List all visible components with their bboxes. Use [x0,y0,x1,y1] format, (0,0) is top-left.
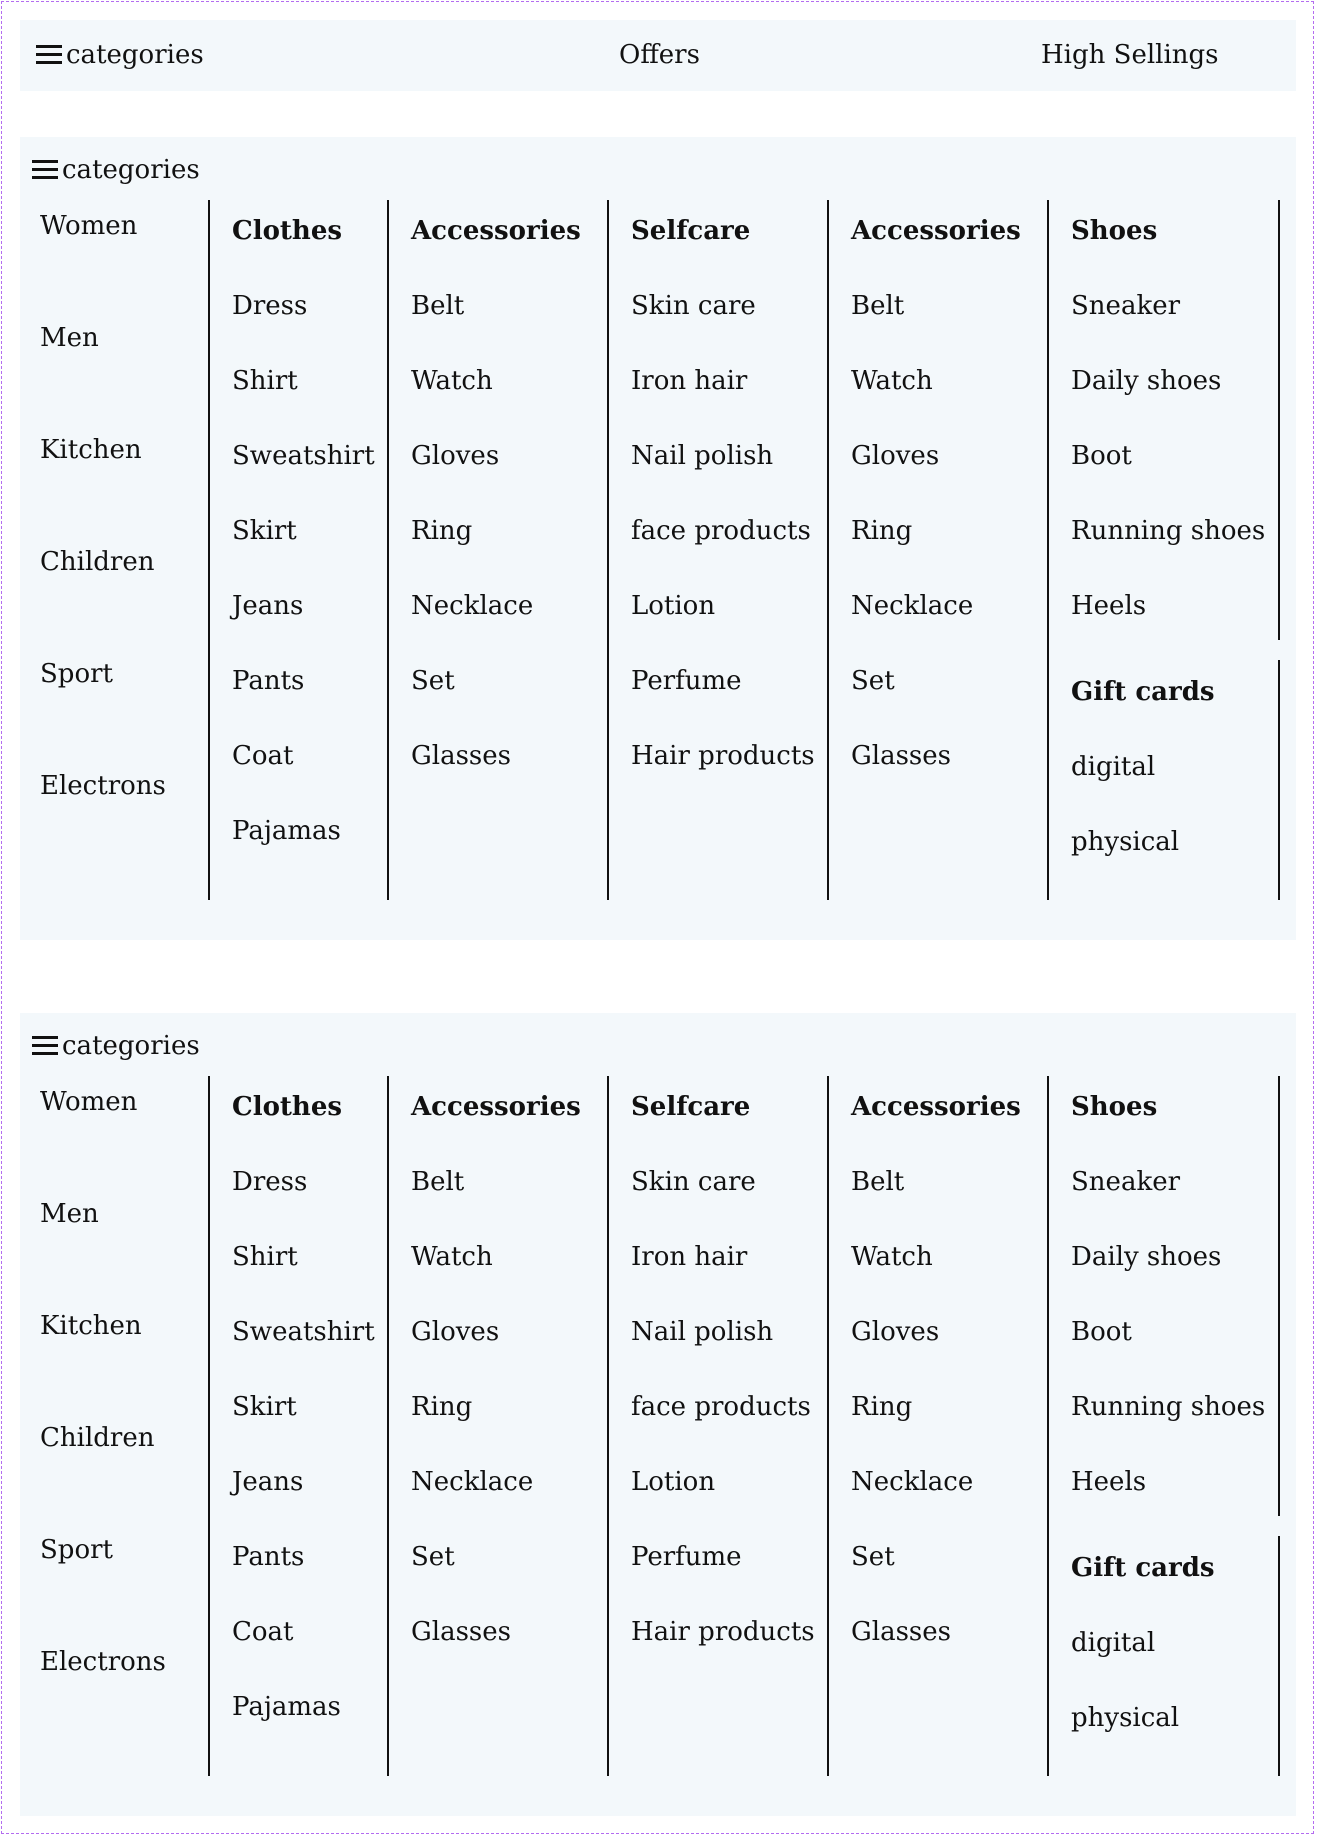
hamburger-icon [32,1035,58,1055]
menu-column-clothes [232,200,382,900]
menu-item-jeans[interactable]: Jeans [232,591,304,621]
menu-item-set[interactable]: Set [411,666,455,696]
menu-item-lotion[interactable]: Lotion [631,1467,716,1497]
menu-item-digital[interactable]: digital [1071,1628,1156,1658]
menu-column-accessories [411,1076,601,1776]
menu-item-set[interactable]: Set [851,1542,895,1572]
sidebar-item-electrons[interactable]: Electrons [40,771,166,801]
menu-item-sweatshirt[interactable]: Sweatshirt [232,441,375,471]
sidebar-item-men[interactable]: Men [40,1199,99,1229]
sidebar-item-women[interactable]: Women [40,1087,138,1117]
menu-item-lotion[interactable]: Lotion [631,591,716,621]
menu-item-necklace[interactable]: Necklace [851,1467,974,1497]
column-divider [1047,200,1049,900]
categories-menu-button[interactable] [32,153,200,187]
menu-item-running-shoes[interactable]: Running shoes [1071,1392,1266,1422]
menu-item-sweatshirt[interactable]: Sweatshirt [232,1317,375,1347]
menu-item-running-shoes[interactable]: Running shoes [1071,516,1266,546]
menu-item-daily-shoes[interactable]: Daily shoes [1071,1242,1222,1272]
sidebar-item-kitchen[interactable]: Kitchen [40,435,142,465]
menu-item-necklace[interactable]: Necklace [411,1467,534,1497]
menu-item-watch[interactable]: Watch [411,366,493,396]
menu-item-glasses[interactable]: Glasses [851,741,952,771]
menu-item-set[interactable]: Set [411,1542,455,1572]
menu-item-necklace[interactable]: Necklace [411,591,534,621]
column-divider [208,200,210,900]
column-divider [827,1076,829,1776]
menu-column-gift-cards [1071,661,1276,901]
menu-item-belt[interactable]: Belt [411,291,465,321]
column-divider [387,200,389,900]
menu-item-daily-shoes[interactable]: Daily shoes [1071,366,1222,396]
menu-item-digital[interactable]: digital [1071,752,1156,782]
menu-item-skin-care[interactable]: Skin care [631,291,756,321]
column-heading: Clothes [232,1092,343,1122]
menu-item-physical[interactable]: physical [1071,827,1180,857]
menu-item-coat[interactable]: Coat [232,1617,294,1647]
menu-column-accessories [851,1076,1041,1776]
menu-item-ring[interactable]: Ring [411,516,473,546]
menu-item-heels[interactable]: Heels [1071,1467,1147,1497]
column-heading: Shoes [1071,1092,1158,1122]
menu-item-physical[interactable]: physical [1071,1703,1180,1733]
menu-item-boot[interactable]: Boot [1071,1317,1132,1347]
menu-item-face-products[interactable]: face products [631,516,811,546]
menu-item-sneaker[interactable]: Sneaker [1071,1167,1181,1197]
column-heading: Shoes [1071,216,1158,246]
menu-item-belt[interactable]: Belt [851,291,905,321]
menu-item-perfume[interactable]: Perfume [631,1542,742,1572]
column-divider [1278,1076,1280,1516]
column-divider [387,1076,389,1776]
menu-item-pajamas[interactable]: Pajamas [232,816,341,846]
menu-item-jeans[interactable]: Jeans [232,1467,304,1497]
menu-item-watch[interactable]: Watch [411,1242,493,1272]
categories-menu-button[interactable] [36,20,204,91]
menu-item-gloves[interactable]: Gloves [411,441,500,471]
hamburger-icon [36,44,62,64]
menu-item-face-products[interactable]: face products [631,1392,811,1422]
offers-link[interactable]: Offers [619,40,700,70]
categories-label: categories [62,155,200,185]
menu-item-pants[interactable]: Pants [232,666,305,696]
menu-item-watch[interactable]: Watch [851,366,933,396]
menu-item-belt[interactable]: Belt [411,1167,465,1197]
sidebar-item-children[interactable]: Children [40,1423,155,1453]
sidebar-item-kitchen[interactable]: Kitchen [40,1311,142,1341]
menu-item-watch[interactable]: Watch [851,1242,933,1272]
column-heading: Accessories [411,216,581,246]
menu-item-gloves[interactable]: Gloves [851,1317,940,1347]
mega-menu-panel [20,1013,1296,1816]
categories-label: categories [62,1031,200,1061]
column-heading: Accessories [851,216,1021,246]
menu-column-gift-cards [1071,1537,1276,1777]
categories-menu-button[interactable] [32,1029,200,1063]
menu-item-perfume[interactable]: Perfume [631,666,742,696]
menu-item-necklace[interactable]: Necklace [851,591,974,621]
menu-item-ring[interactable]: Ring [411,1392,473,1422]
menu-item-hair-products[interactable]: Hair products [631,741,815,771]
column-heading: Gift cards [1071,1553,1215,1583]
menu-item-ring[interactable]: Ring [851,516,913,546]
column-heading: Selfcare [631,1092,751,1122]
sidebar-item-electrons[interactable]: Electrons [40,1647,166,1677]
column-heading: Accessories [411,1092,581,1122]
menu-column-selfcare [631,200,821,900]
column-divider [1278,660,1280,900]
menu-item-gloves[interactable]: Gloves [411,1317,500,1347]
sidebar-item-sport[interactable]: Sport [40,1535,113,1565]
mega-menu-panel [20,137,1296,940]
menu-item-nail-polish[interactable]: Nail polish [631,1317,774,1347]
menu-item-sneaker[interactable]: Sneaker [1071,291,1181,321]
category-sidebar [40,1077,200,1749]
menu-column-accessories [851,200,1041,900]
column-divider [1047,1076,1049,1776]
category-sidebar [40,201,200,873]
column-heading: Clothes [232,216,343,246]
column-divider [607,1076,609,1776]
column-divider [1278,1536,1280,1776]
column-divider [208,1076,210,1776]
high-sellings-link[interactable]: High Sellings [1041,40,1219,70]
menu-item-hair-products[interactable]: Hair products [631,1617,815,1647]
column-heading: Selfcare [631,216,751,246]
menu-item-dress[interactable]: Dress [232,291,308,321]
menu-item-set[interactable]: Set [851,666,895,696]
sidebar-item-men[interactable]: Men [40,323,99,353]
menu-item-shirt[interactable]: Shirt [232,366,298,396]
menu-item-iron-hair[interactable]: Iron hair [631,366,748,396]
menu-item-glasses[interactable]: Glasses [411,741,512,771]
menu-column-selfcare [631,1076,821,1776]
sidebar-item-women[interactable]: Women [40,211,138,241]
menu-item-pajamas[interactable]: Pajamas [232,1692,341,1722]
menu-item-glasses[interactable]: Glasses [851,1617,952,1647]
menu-item-pants[interactable]: Pants [232,1542,305,1572]
column-divider [607,200,609,900]
menu-item-heels[interactable]: Heels [1071,591,1147,621]
sidebar-item-children[interactable]: Children [40,547,155,577]
hamburger-icon [32,159,58,179]
menu-column-clothes [232,1076,382,1776]
menu-item-dress[interactable]: Dress [232,1167,308,1197]
menu-item-skin-care[interactable]: Skin care [631,1167,756,1197]
column-divider [827,200,829,900]
menu-item-nail-polish[interactable]: Nail polish [631,441,774,471]
menu-item-iron-hair[interactable]: Iron hair [631,1242,748,1272]
menu-item-coat[interactable]: Coat [232,741,294,771]
menu-item-belt[interactable]: Belt [851,1167,905,1197]
top-nav-bar [20,20,1296,91]
menu-item-shirt[interactable]: Shirt [232,1242,298,1272]
menu-item-glasses[interactable]: Glasses [411,1617,512,1647]
categories-label: categories [66,40,204,70]
menu-item-skirt[interactable]: Skirt [232,1392,297,1422]
sidebar-item-sport[interactable]: Sport [40,659,113,689]
menu-column-accessories [411,200,601,900]
menu-item-boot[interactable]: Boot [1071,441,1132,471]
menu-item-ring[interactable]: Ring [851,1392,913,1422]
column-heading: Gift cards [1071,677,1215,707]
menu-item-gloves[interactable]: Gloves [851,441,940,471]
column-divider [1278,200,1280,640]
menu-item-skirt[interactable]: Skirt [232,516,297,546]
column-heading: Accessories [851,1092,1021,1122]
